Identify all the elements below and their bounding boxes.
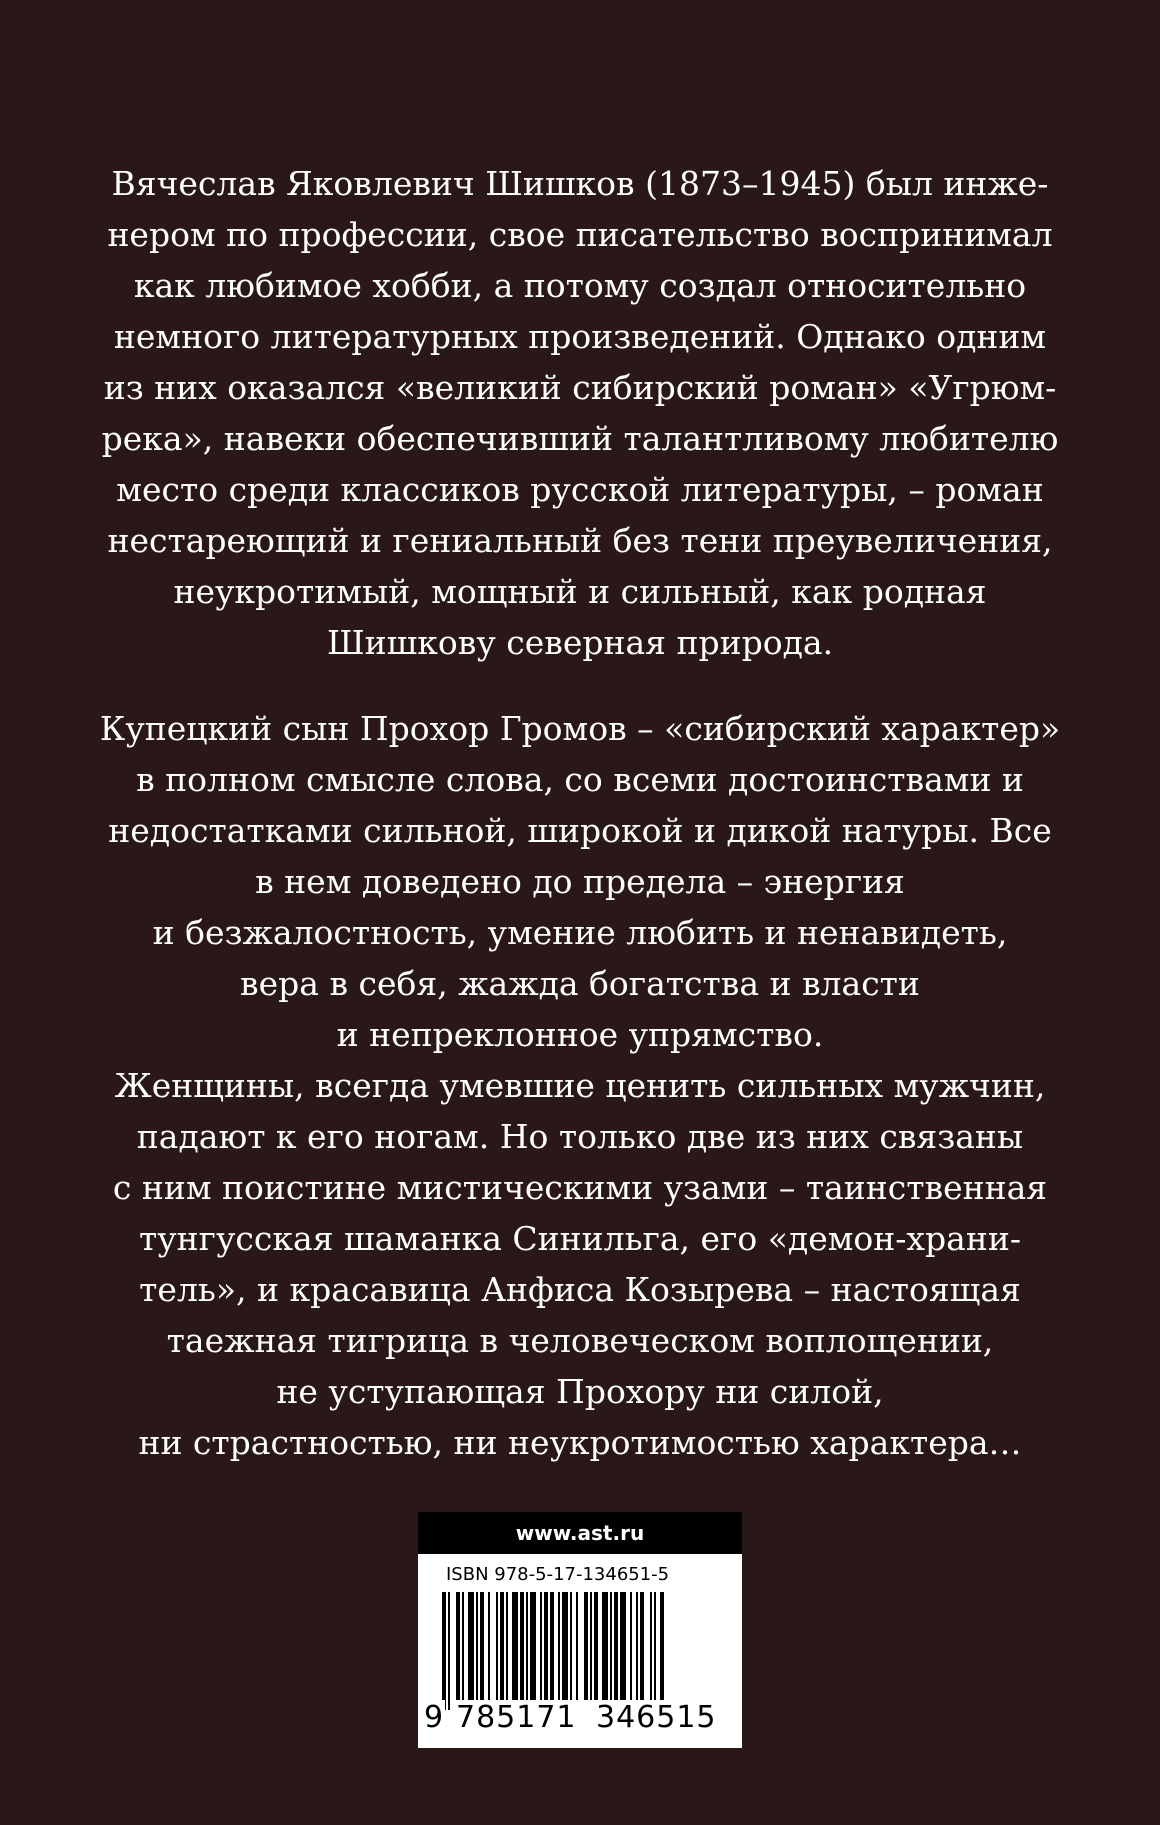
- publisher-site: www.ast.ru: [418, 1512, 742, 1554]
- text-line: вера в себя, жажда богатства и власти: [240, 964, 920, 1003]
- annotation-paragraph-2: [60, 703, 1100, 1468]
- text-line: падают к его ногам. Но только две из них связаны: [136, 1117, 1024, 1156]
- text-line: нером по профессии, свое писательство воспринимал: [107, 215, 1053, 254]
- text-line: в полном смысле слова, со всеми достоинствами и: [136, 760, 1024, 799]
- barcode-digits-left: 785171: [456, 1700, 577, 1735]
- text-line: недостатками сильной, широкой и дикой натуры. Все: [108, 811, 1052, 850]
- text-line: из них оказался «великий сибирский роман» «Угрюм-: [103, 368, 1057, 407]
- text-line: таежная тигрица в человеческом воплощении,: [166, 1321, 994, 1360]
- text-line: с ним поистине мистическими узами – таинственная: [112, 1168, 1048, 1207]
- text-line: и непреклонное упрямство.: [336, 1015, 824, 1054]
- text-line: Вячеслав Яковлевич Шишков (1873–1945) был инже-: [111, 164, 1049, 203]
- text-line: река», навеки обеспечивший талантливому любителю: [101, 419, 1059, 458]
- text-line: ни страстностью, ни неукротимостью характера…: [138, 1423, 1022, 1462]
- barcode-icon: [442, 1592, 734, 1710]
- text-line: не уступающая Прохору ни силой,: [276, 1372, 884, 1411]
- text-line: Женщины, всегда умевшие ценить сильных мужчин,: [114, 1066, 1046, 1105]
- isbn-label: ISBN 978-5-17-134651-5: [446, 1564, 670, 1585]
- text-line: немного литературных произведений. Однако одним: [113, 317, 1047, 356]
- text-line: тунгусская шаманка Синильга, его «демон-храни-: [139, 1219, 1021, 1258]
- barcode-block: [418, 1512, 742, 1748]
- text-line: место среди классиков русской литературы, – роман: [116, 470, 1044, 509]
- text-line: Купецкий сын Прохор Громов – «сибирский характер»: [99, 709, 1061, 748]
- text-line: нестареющий и гениальный без тени преувеличения,: [107, 521, 1053, 560]
- text-line: тель», и красавица Анфиса Козырева – настоящая: [139, 1270, 1021, 1309]
- barcode-digits: [418, 1700, 742, 1744]
- text-line: Шишкову северная природа.: [326, 623, 834, 662]
- text-line: как любимое хобби, а потому создал относительно: [133, 266, 1027, 305]
- text-line: и безжалостность, умение любить и ненавидеть,: [152, 913, 1008, 952]
- text-line: в нем доведено до предела – энергия: [255, 862, 905, 901]
- barcode-digits-right: 346515: [596, 1700, 717, 1735]
- text-line: неукротимый, мощный и сильный, как родная: [173, 572, 987, 611]
- annotation-paragraph-1: [60, 158, 1100, 668]
- barcode-digit-lead: 9: [424, 1700, 444, 1735]
